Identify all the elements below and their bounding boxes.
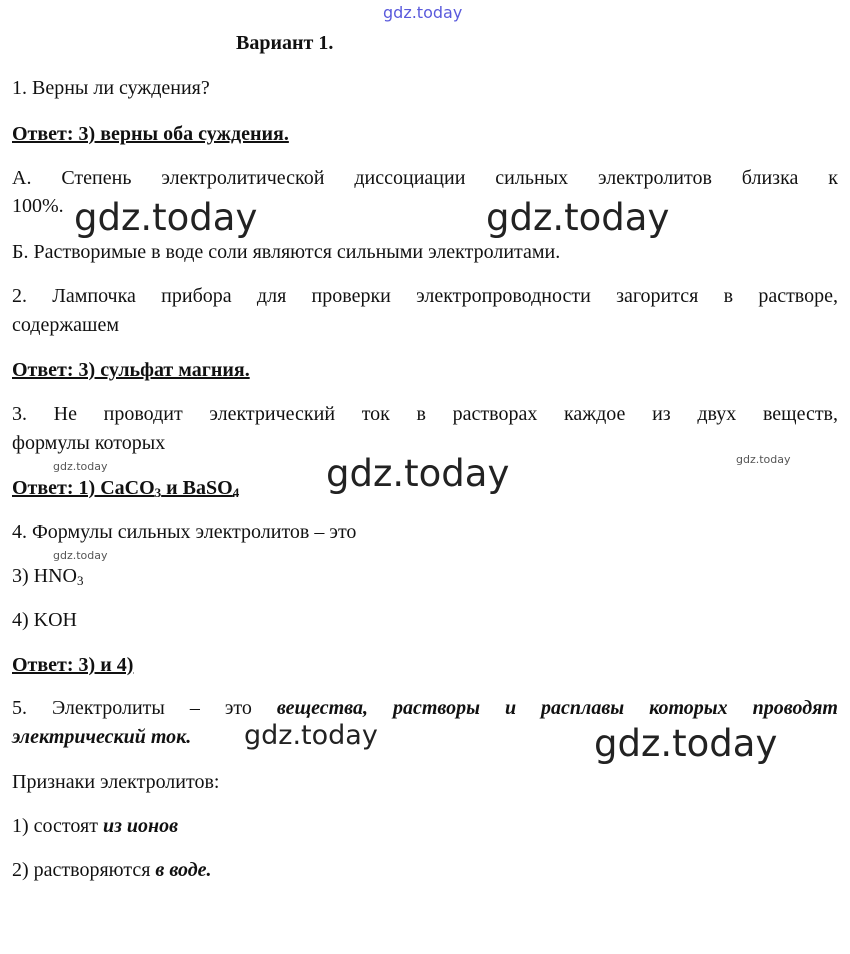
question-5-emphasis: вещества, растворы и расплавы которых проводят <box>276 697 838 719</box>
sign-2-emphasis: в воде. <box>155 859 212 881</box>
answer-3-prefix: Ответ: 1) CaCO <box>12 477 155 499</box>
sign-2 <box>12 856 838 885</box>
question-5-line-2: электрический ток. <box>12 726 192 748</box>
watermark: gdz.today <box>594 722 778 765</box>
signs-heading: Признаки электролитов: <box>12 771 220 793</box>
watermark: gdz.today <box>383 3 463 22</box>
option-4: 4) KOH <box>12 609 77 631</box>
sign-1-emphasis: из ионов <box>102 815 179 837</box>
watermark: gdz.today <box>53 460 108 473</box>
watermark: gdz.today <box>326 452 510 495</box>
statement-a-line-1: А. Степень электролитической диссоциации сильных электролитов близка к <box>12 167 838 189</box>
answer-3-sub-1: 3 <box>154 485 162 500</box>
question-4: 4. Формулы сильных электролитов – это <box>12 521 357 543</box>
answer-3-sub-2: 4 <box>232 485 240 500</box>
question-5-line-1 <box>12 694 838 723</box>
sign-1-plain: 1) состоят <box>12 815 103 837</box>
question-3-line-2: формулы которых <box>12 432 166 454</box>
answer-2: Ответ: 3) сульфат магния. <box>12 359 250 381</box>
watermark: gdz.today <box>736 453 791 466</box>
answer-4: Ответ: 3) и 4) <box>12 654 134 676</box>
watermark: gdz.today <box>244 720 378 751</box>
statement-b: Б. Растворимые в воде соли являются сильными электролитами. <box>12 241 561 263</box>
question-2-line-1: 2. Лампочка прибора для проверки электропроводности загорится в растворе, <box>12 285 838 307</box>
statement-a-line-2: 100%. <box>12 195 64 217</box>
answer-3-mid: и BaSO <box>161 477 233 499</box>
question-3-line-1: 3. Не проводит электрический ток в растворах каждое из двух веществ, <box>12 403 838 425</box>
page-title: Вариант 1. <box>236 32 334 54</box>
watermark: gdz.today <box>74 196 258 239</box>
question-5-plain: 5. Электролиты – это <box>12 697 277 719</box>
option-3-prefix: 3) HNO <box>12 565 77 587</box>
sign-1 <box>12 812 838 841</box>
question-2-line-2: содержашем <box>12 314 119 336</box>
option-3 <box>12 562 838 591</box>
watermark: gdz.today <box>53 549 108 562</box>
question-1: 1. Верны ли суждения? <box>12 77 210 99</box>
option-3-sub: 3 <box>77 573 84 588</box>
watermark: gdz.today <box>486 196 670 239</box>
answer-1: Ответ: 3) верны оба суждения. <box>12 123 289 145</box>
sign-2-plain: 2) растворяются <box>12 859 156 881</box>
